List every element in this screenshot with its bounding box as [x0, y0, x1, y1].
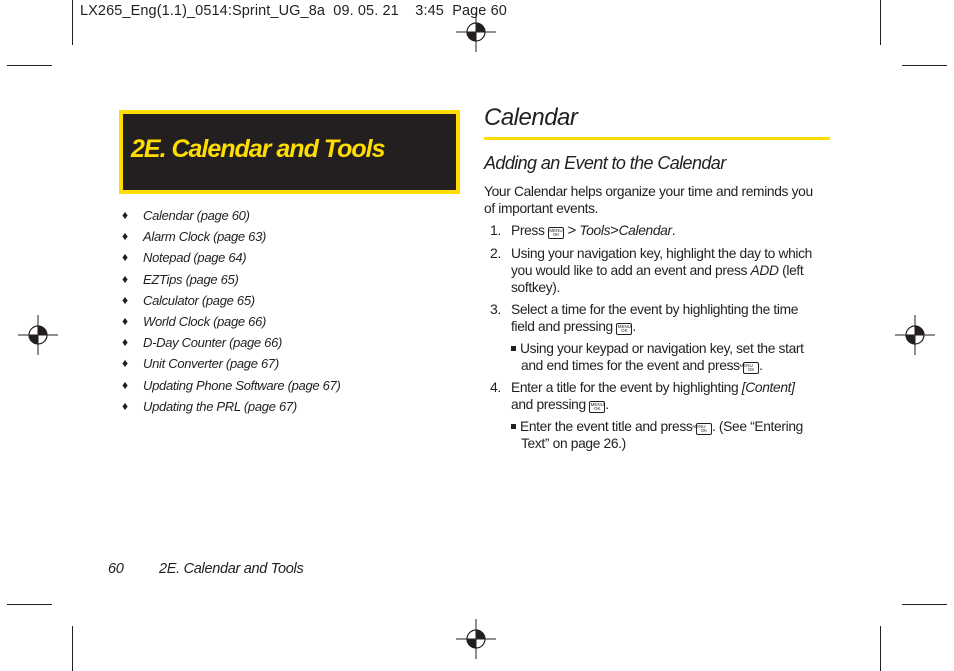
toc-item-label: Calendar (page 60) [143, 208, 250, 223]
sub-bullet: Using your keypad or navigation key, set the start and end times for the event and press MENU OK . [511, 340, 821, 374]
toc-item-label: Calculator (page 65) [143, 292, 255, 308]
crop-mark [7, 65, 52, 66]
toc-item-label: Updating Phone Software (page 67) [143, 377, 341, 393]
heading-rule [484, 137, 830, 140]
menu-ok-key-icon: MENU OK [696, 423, 712, 435]
page-heading: Calendar [484, 104, 578, 131]
section-title-box [119, 110, 460, 194]
section-title-background [123, 114, 456, 190]
diamond-bullet-icon: ♦ [122, 292, 128, 307]
registration-mark-icon [895, 315, 935, 355]
menu-ok-key-icon: MENU OK [743, 362, 759, 374]
crop-mark [7, 604, 52, 605]
toc-item-label: EZTips (page 65) [143, 271, 239, 287]
crop-mark [880, 0, 881, 45]
diamond-bullet-icon: ♦ [122, 208, 128, 222]
toc-item-label: Unit Converter (page 67) [143, 356, 279, 372]
step-text: Enter a title for the event by highlighting [Content] and pressing MENU OK . [511, 380, 795, 412]
step-text: Select a time for the event by highlighting the time field and pressing MENU OK . [511, 302, 799, 334]
step-text: Press MENU OK > Tools>Calendar. [511, 222, 676, 239]
diamond-bullet-icon: ♦ [122, 250, 128, 265]
subsection-heading: Adding an Event to the Calendar [484, 153, 726, 173]
crop-mark [902, 65, 947, 66]
menu-ok-key-icon: MENU OK [549, 227, 563, 237]
toc-item-label: D-Day Counter (page 66) [143, 335, 283, 351]
menu-ok-key-icon: MENU OK [590, 401, 604, 411]
step-text: Using your navigation key, highlight the day to which you would like to add an event and press ADD (left softkey). [511, 246, 813, 295]
crop-mark [72, 626, 73, 671]
step-number: 1. [490, 222, 501, 238]
diamond-bullet-icon: ♦ [122, 398, 128, 413]
toc-item-label: Alarm Clock (page 63) [143, 229, 267, 245]
registration-mark-icon [18, 315, 58, 355]
diamond-bullet-icon: ♦ [122, 335, 128, 350]
square-bullet-icon [511, 346, 516, 351]
print-slug: LX265_Eng(1.1)_0514:Sprint_UG_8a 09. 05. 21 3:45 Page 60 [80, 3, 507, 19]
step-number: 2. [490, 245, 501, 261]
diamond-bullet-icon: ♦ [122, 313, 128, 328]
diamond-bullet-icon: ♦ [122, 356, 128, 371]
toc-item-label: Notepad (page 64) [143, 250, 247, 266]
diamond-bullet-icon: ♦ [122, 377, 128, 392]
crop-mark [72, 0, 73, 45]
square-bullet-icon [511, 424, 516, 429]
diamond-bullet-icon: ♦ [122, 271, 128, 286]
intro-paragraph: Your Calendar helps organize your time and reminds you of important events. [484, 184, 813, 216]
sub-bullet: Enter the event title and press MENU OK . (See “Entering Text” on page 26.) [511, 418, 821, 452]
menu-ok-key-icon: MENU OK [617, 323, 631, 333]
step-number: 3. [490, 301, 501, 317]
step-number: 4. [490, 379, 501, 395]
crop-mark [902, 604, 947, 605]
page-number: 60 [108, 561, 124, 577]
crop-mark [880, 626, 881, 671]
toc-item-label: Updating the PRL (page 67) [143, 398, 297, 414]
section-title: 2E. Calendar and Tools [131, 135, 385, 163]
toc-item-label: World Clock (page 66) [143, 313, 267, 329]
footer-section-title: 2E. Calendar and Tools [159, 561, 304, 577]
diamond-bullet-icon: ♦ [122, 229, 128, 244]
registration-mark-icon [456, 619, 496, 659]
